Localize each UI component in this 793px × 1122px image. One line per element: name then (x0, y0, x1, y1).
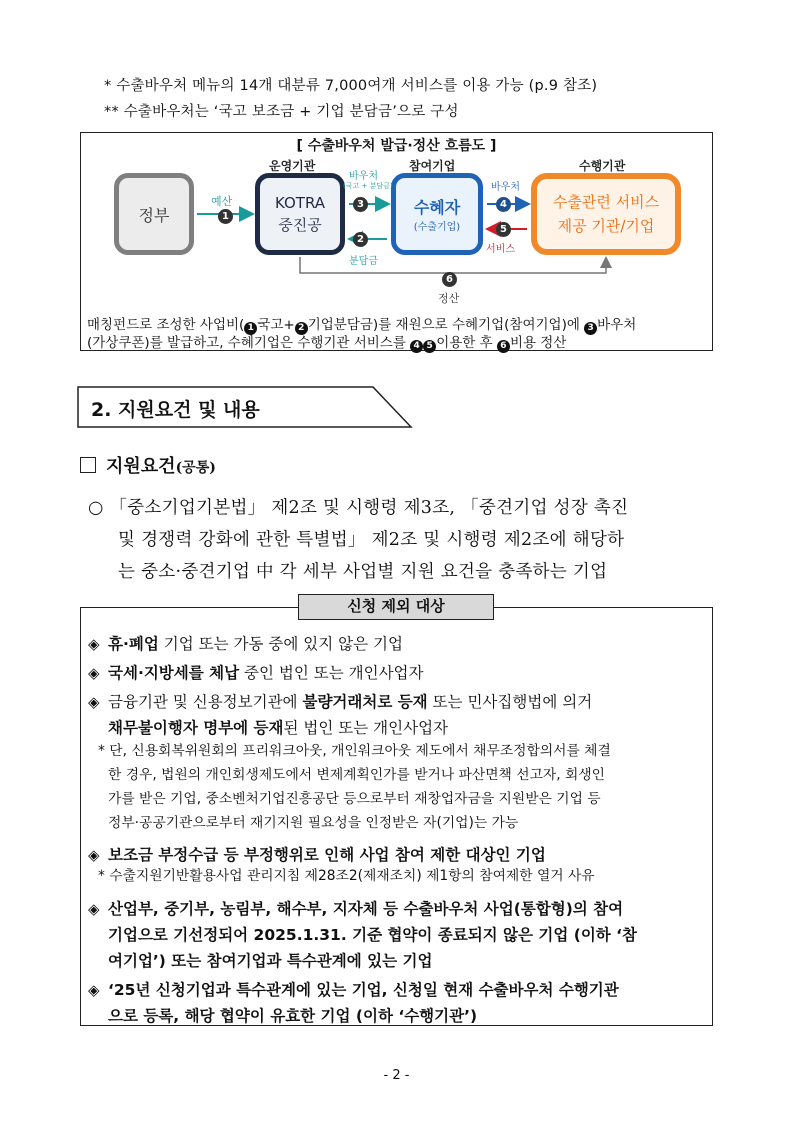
exclusion-item-3-note-4: 정부·공공기관으로부터 재기지원 필요성을 인정받은 자(기업)는 가능 (108, 815, 519, 831)
exclusion-item-3-note-1: * 단, 신용회복위원회의 프리워크아웃, 개인워크아웃 제도에서 채무조정합의서를 체결 (98, 743, 611, 759)
requirement-line-3: 는 중소·중견기업 中 각 세부 사업별 지원 요건을 충족하는 기업 (118, 562, 608, 582)
exclusion-item-1: ◈ 휴·폐업 기업 또는 가동 중에 있지 않은 기업 (88, 635, 403, 653)
performer-node (531, 173, 681, 255)
exclusion-item-3-note-2: 한 경우, 법원의 개인회생제도에서 변제계획인가를 받거나 파산면책 선고자, 회생인 (108, 767, 605, 783)
requirement-line-1: ○ 「중소기업기본법」 제2조 및 시행령 제3조, 「중견기업 성장 촉진 (88, 498, 629, 518)
exclusion-item-6-line-2: 으로 등록, 해당 협약이 유효한 기업 (이하 ‘수행기관’) (108, 1007, 478, 1025)
diamond-bullet-icon: ◈ (88, 664, 100, 682)
participant-label: 참여기업 (409, 159, 456, 173)
step-6: 6 (442, 272, 457, 287)
exclusion-item-2: ◈ 국세·지방세를 체납 중인 법인 또는 개인사업자 (88, 664, 424, 682)
note-line-1: * 수출바우처 메뉴의 14개 대분류 7,000여개 서비스를 이용 가능 (p.9 참조) (104, 78, 598, 94)
government-node: 정부 (114, 173, 194, 255)
budget-label: 예산 (211, 195, 233, 208)
step-2: 2 (353, 232, 368, 247)
exclusion-item-3-note-3: 가를 받은 기업, 중소벤처기업진흥공단 등으로부터 재창업자금을 지원받은 기업 등 (108, 791, 601, 807)
step-1: 1 (218, 209, 233, 224)
beneficiary-line2: (수출기업) (413, 222, 461, 233)
exclusion-item-3: ◈ 금융기관 및 신용정보기관에 불량거래처로 등재 또는 민사집행법에 의거 (88, 693, 593, 711)
step-5: 5 (496, 222, 511, 237)
operator-line1: KOTRA (274, 194, 326, 212)
exclusion-title: 신청 제외 대상 (298, 594, 494, 620)
requirement-line-2: 및 경쟁력 강화에 관한 특별법」 제2조 및 시행령 제2조에 해당하 (118, 530, 625, 550)
performer-line1: 수출관련 서비스 (552, 193, 660, 211)
flow-caption: 매칭펀드로 조성한 사업비( 1 국고+ 2 기업분담금)를 재원으로 수혜기업(참여기업)에 3 바우처 (가상쿠폰)를 발급하고, 수혜기업은 수행기관 서비스를 4 5 이용한 후 6 비용 정산 (87, 317, 637, 351)
settle-label: 정산 (438, 292, 460, 305)
exclusion-item-4-note: * 수출지원기반활용사업 관리지침 제28조2(제재조치) 제1항의 참여제한 열거 사유 (98, 868, 595, 884)
exclusion-item-5-line-2: 기업으로 기선정되어 2025.1.31. 기준 협약이 종료되지 않은 기업 (이하 ‘참 (108, 926, 638, 944)
note-line-2: ** 수출바우처는 ‘국고 보조금 + 기업 분담금’으로 구성 (104, 104, 459, 120)
section-heading (77, 386, 413, 432)
diamond-bullet-icon: ◈ (88, 693, 100, 711)
operator-line2: 중진공 (278, 216, 322, 234)
share-label: 분담금 (349, 256, 378, 267)
exclusion-item-3-cont: 채무불이행자 명부에 등재된 법인 또는 개인사업자 (108, 719, 449, 737)
exclusion-item-5-line-3: 여기업’) 또는 참여기업과 특수관계에 있는 기업 (108, 952, 433, 970)
beneficiary-node (391, 173, 483, 255)
performer-line2: 제공 기관/기업 (557, 217, 655, 235)
service-label: 서비스 (486, 244, 515, 255)
voucher2-label: 바우처 (491, 182, 520, 193)
section-title: 2. 지원요건 및 내용 (91, 399, 260, 421)
voucher-sub-label: (국고 + 분담금) (343, 182, 393, 190)
step-3: 3 (353, 197, 368, 212)
beneficiary-line1: 수혜자 (413, 198, 461, 217)
checkbox-square-icon (80, 457, 96, 473)
voucher-label: 바우처 (349, 171, 378, 182)
voucher-flow-diagram (80, 132, 713, 351)
exclusion-item-6: ◈ ‘25년 신청기업과 특수관계에 있는 기업, 신청일 현재 수출바우처 수행기관 (88, 981, 619, 999)
page-number: - 2 - (383, 1068, 410, 1083)
diamond-bullet-icon: ◈ (88, 846, 100, 864)
diamond-bullet-icon: ◈ (88, 900, 100, 918)
diamond-bullet-icon: ◈ (88, 981, 100, 999)
operator-node (255, 173, 345, 255)
operator-label: 운영기관 (269, 159, 316, 173)
flow-title: [ 수출바우처 발급·정산 흐름도 ] (296, 138, 497, 154)
requirement-heading: 지원요건(공통) (80, 452, 216, 478)
step-4: 4 (496, 197, 511, 212)
exclusion-item-4: ◈ 보조금 부정수급 등 부정행위로 인해 사업 참여 제한 대상인 기업 (88, 846, 546, 864)
diamond-bullet-icon: ◈ (88, 635, 100, 653)
performer-label: 수행기관 (579, 159, 626, 173)
exclusion-item-5: ◈ 산업부, 중기부, 농림부, 해수부, 지자체 등 수출바우처 사업(통합형)의 참여 (88, 900, 624, 918)
